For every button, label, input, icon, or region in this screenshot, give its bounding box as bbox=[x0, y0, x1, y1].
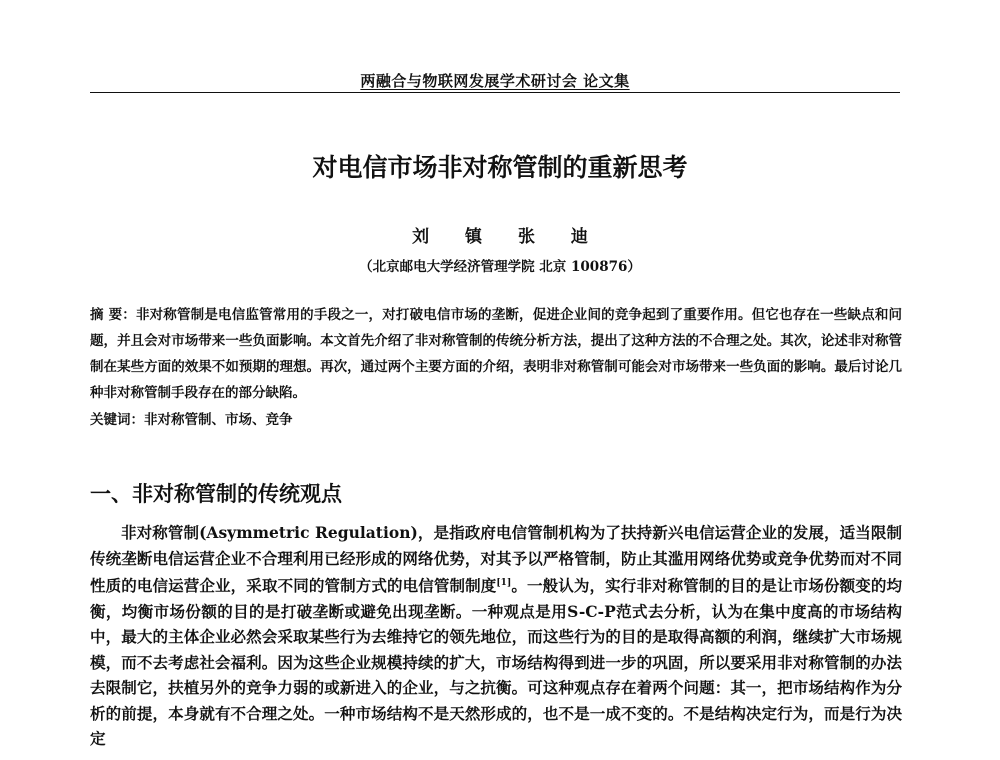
header-rule bbox=[90, 92, 900, 93]
abstract bbox=[90, 302, 902, 406]
running-header-text: 两融合与物联网发展学术研讨会 论文集 bbox=[360, 72, 630, 90]
paper-affiliation: （北京邮电大学经济管理学院 北京 100876） bbox=[359, 259, 641, 275]
paper-authors: 刘 镇 张 迪 bbox=[412, 227, 588, 247]
body-paragraph bbox=[90, 520, 902, 752]
keywords-text: 非对称管制、市场、竞争 bbox=[144, 412, 293, 428]
running-header bbox=[90, 70, 900, 91]
keywords bbox=[90, 407, 902, 433]
body-text-part2: 。一般认为，实行非对称管制的目的是让市场份额变的均衡，均衡市场份额的目的是打破垄断或避免出现垄断。一种观点是用S-C-P范式去分析，认为在集中度高的市场结构中，最大的主体企业必然会采取某些行为去维持它的领先地位，而这些行为的目的是取得高额的利润，继续扩大市场规模，而不去考虑社会福利。因为这些企业规模持续的扩大，市场结构得到进一步的巩固，所以要采用非对称管制的办法去限制它，扶植另外的竞争力弱的或新进入的企业，与之抗衡。可这种观点存在着两个问题：其一，把市场结构作为分析的前提，本身就有不合理之处。一种市场结构不是天然形成的，也不是一成不变的。不是结构决定行为，而是行为决定 bbox=[90, 576, 902, 749]
citation-ref: [1] bbox=[496, 578, 512, 588]
paper-title: 对电信市场非对称管制的重新思考 bbox=[312, 153, 688, 182]
keywords-label: 关键词： bbox=[90, 412, 144, 428]
body-text-part1: 非对称管制(Asymmetric Regulation)，是指政府电信管制机构为了扶持新兴电信运营企业的发展，适当限制传统垄断电信运营企业不合理利用已经形成的网络优势，对其予以严格管制，防止其滥用网络优势或竞争优势而对不同性质的电信运营企业，采取不同的管制方式的电信管制制度 bbox=[90, 523, 902, 596]
abstract-label: 摘 要： bbox=[90, 307, 136, 323]
section-heading: 一、非对称管制的传统观点 bbox=[90, 482, 342, 506]
abstract-text: 非对称管制是电信监管常用的手段之一，对打破电信市场的垄断，促进企业间的竞争起到了重要作用。但它也存在一些缺点和问题，并且会对市场带来一些负面影响。本文首先介绍了非对称管制的传统分析方法，提出了这种方法的不合理之处。其次，论述非对称管制在某些方面的效果不如预期的理想。再次，通过两个主要方面的介绍，表明非对称管制可能会对市场带来一些负面的影响。最后讨论几种非对称管制手段存在的部分缺陷。 bbox=[90, 307, 903, 401]
